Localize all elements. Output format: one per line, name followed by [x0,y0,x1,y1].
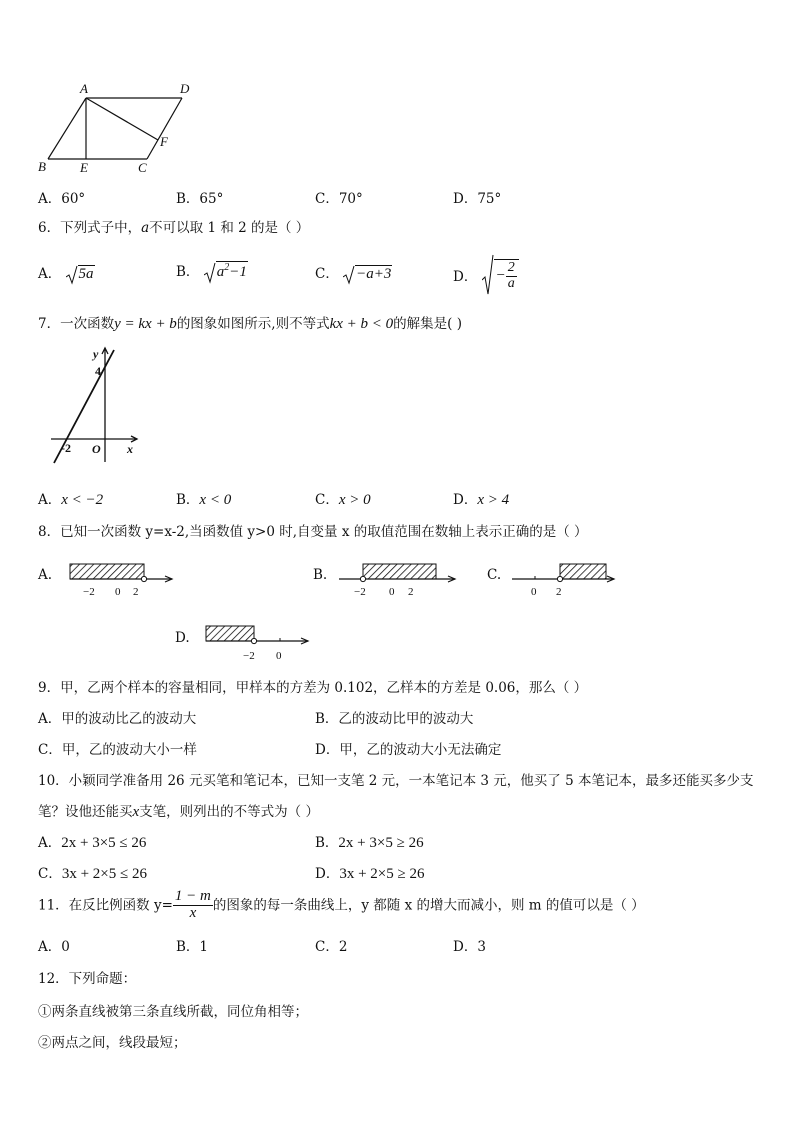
q5-option-b[interactable]: B．65° [176,191,224,207]
label-D: D [180,81,190,96]
q5-option-c[interactable]: C．70° [315,191,363,207]
graph-label-4: 4 [95,364,101,378]
q8-stem: 8．已知一次函数 y=x-2,当函数值 y>0 时,自变量 x 的取值范围在数轴上表示正确的是（ ） [38,524,588,540]
graph-label-x: x [127,442,133,456]
q9-option-d[interactable]: D．甲，乙的波动大小无法确定 [315,742,502,758]
q8-letter-b[interactable]: B. [313,567,328,583]
tick-label: 0 [276,650,282,662]
tick-label: −2 [83,586,95,598]
label-A: A [80,81,88,96]
q8-letter-c[interactable]: C. [487,567,502,583]
q6-option-b[interactable]: B． $a^2-1$ [176,260,248,284]
q6-option-c[interactable]: C． −a+3 [315,262,392,285]
q10-option-a[interactable]: A．2x + 3×5 ≤ 26 [38,835,147,851]
q7-linear-graph [45,342,145,467]
q5-option-a[interactable]: A．60° [38,191,86,207]
graph-label-origin: O [92,442,101,456]
q8-option-d-number-line[interactable] [200,622,315,664]
tick-label: 0 [531,586,537,598]
radical-sign-icon [204,262,216,284]
graph-label-y: y [93,347,99,361]
q10-stem-line1: 10．小颖同学准备用 26 元买笔和笔记本，已知一支笔 2 元，一本笔记本 3 元，他买了 5 本笔记本，最多还能买多少支 [38,773,754,789]
graph-label-neg2: -2 [61,441,71,455]
q8-option-b-number-line[interactable] [337,560,462,602]
q11-option-a[interactable]: A．0 [38,939,70,955]
q7-option-b[interactable]: B．x < 0 [176,492,232,508]
q6-option-a[interactable]: A． 5a [38,262,95,285]
q10-stem-line2: 笔？设他还能买x支笔，则列出的不等式为（ ） [38,804,319,820]
radical-sign-icon [343,265,355,285]
q6-b-radicand: $a^2-1$ [216,262,247,280]
q11-fraction: $\frac{1 - m}{x}$ [174,888,211,921]
q11-stem: 11．在反比例函数 y= $\frac{1 - m}{x}$ 的图象的每一条曲线上，y 都随 x 的增大而减小，则 m 的值可以是（ ） [38,888,645,921]
q9-option-b[interactable]: B．乙的波动比甲的波动大 [315,711,474,727]
q7-option-c[interactable]: C．x > 0 [315,492,371,508]
q8-letter-d[interactable]: D. [175,630,190,646]
tick-label: −2 [354,586,366,598]
q7-option-d[interactable]: D．x > 4 [453,492,510,508]
shaded-region [560,564,606,579]
tick-label: 2 [133,586,139,598]
q11-option-c[interactable]: C．2 [315,939,348,955]
q6-d-radicand: − $\frac{2}{a}$ [494,259,519,291]
label-B: B [38,159,46,174]
q6-c-radicand: −a+3 [356,266,392,282]
q9-option-a[interactable]: A．甲的波动比乙的波动大 [38,711,197,727]
shaded-region [363,564,436,579]
q12-item-2: ②两点之间，线段最短； [38,1035,187,1051]
edge-DC [147,98,182,159]
open-point [251,638,256,643]
tick-label: −2 [243,650,255,662]
open-point [360,576,365,581]
q5-option-d[interactable]: D．75° [453,191,502,207]
tick-label: 2 [556,586,562,598]
q8-option-a-number-line[interactable] [62,560,180,602]
tick-label: 0 [115,586,121,598]
q12-item-1: ①两条直线被第三条直线所截，同位角相等； [38,1004,308,1020]
q10-option-b[interactable]: B．2x + 3×5 ≥ 26 [315,835,424,851]
tick-label: 0 [389,586,395,598]
q8-letter-a[interactable]: A. [38,567,53,583]
q11-option-b[interactable]: B．1 [176,939,209,955]
tick-label: 2 [408,586,414,598]
q6-option-d[interactable]: D． − $\frac{2}{a}$ [453,254,519,296]
open-point [141,576,146,581]
q10-option-c[interactable]: C．3x + 2×5 ≤ 26 [38,866,147,882]
open-point [557,576,562,581]
shaded-region [206,626,254,641]
segment-AF [86,98,158,140]
shaded-region [70,564,144,579]
q11-option-d[interactable]: D．3 [453,939,486,955]
label-E: E [80,160,88,175]
edge-AB [48,98,86,159]
q6-a-radicand: 5a [78,266,94,282]
q7-stem: 7．一次函数y = kx + b的图象如图所示,则不等式kx + b < 0的解集是( ) [38,316,462,332]
q5-parallelogram-figure [30,78,230,178]
q10-option-d[interactable]: D．3x + 2×5 ≥ 26 [315,866,425,882]
q7-option-a[interactable]: A．x < −2 [38,492,104,508]
label-F: F [160,134,168,149]
q9-stem: 9．甲，乙两个样本的容量相同，甲样本的方差为 0.102，乙样本的方差是 0.06，那么（ ） [38,680,588,696]
label-C: C [138,160,147,175]
q9-option-c[interactable]: C．甲，乙的波动大小一样 [38,742,197,758]
radical-sign-icon [66,265,78,285]
q12-stem: 12．下列命题： [38,971,137,987]
radical-sign-icon [482,254,494,296]
q8-option-c-number-line[interactable] [510,560,620,602]
q6-stem: 6．下列式子中，a不可以取 1 和 2 的是（ ） [38,220,310,236]
